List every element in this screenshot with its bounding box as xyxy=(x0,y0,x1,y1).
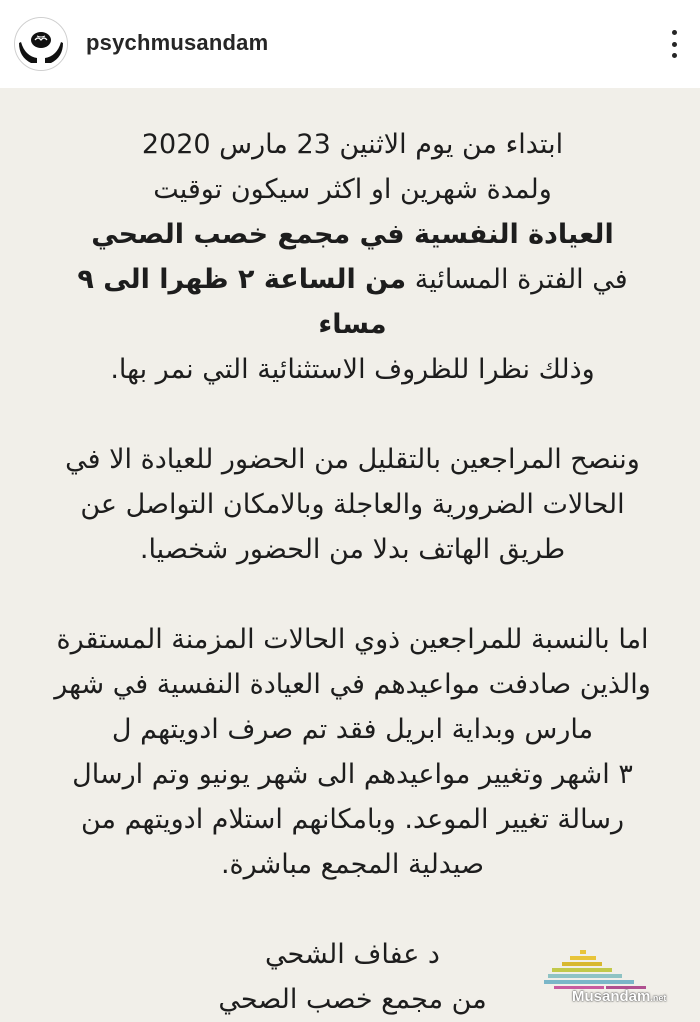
more-dot xyxy=(672,30,677,35)
post-image[interactable] xyxy=(0,88,700,1015)
text-line: طريق الهاتف بدلا من الحضور شخصيا. xyxy=(139,534,566,565)
signature-place: من مجمع خصب الصحي xyxy=(218,984,487,1015)
text-line: ابتداء من يوم الاثنين 23 مارس 2020 xyxy=(141,129,564,160)
more-dot xyxy=(672,42,677,47)
musandam-watermark xyxy=(540,940,700,1007)
text-line: والذين صادفت مواعيدهم في العيادة النفسية في شهر xyxy=(54,669,651,700)
text-line: ٣ اشهر وتغيير مواعيدهم الى شهر يونيو وتم ارسال xyxy=(72,759,633,790)
hours-line xyxy=(40,257,665,347)
text-line: مارس وبداية ابريل فقد تم صرف ادويتهم ل xyxy=(111,714,594,745)
text-span: في الفترة المسائية xyxy=(406,264,628,295)
text-line: صيدلية المجمع مباشرة. xyxy=(220,849,485,880)
more-dot xyxy=(672,53,677,58)
clinic-name-line: العيادة النفسية في مجمع خصب الصحي xyxy=(91,219,614,250)
hours-bold: من الساعة ٢ ظهرا الى ٩ مساء xyxy=(77,264,407,340)
post-header xyxy=(0,0,700,88)
hands-holding-brain-icon xyxy=(15,18,67,70)
watermark-text xyxy=(572,988,666,1005)
watermark-name: Musandam xyxy=(572,988,651,1005)
watermark-suffix: .net xyxy=(650,993,667,1003)
more-options-icon[interactable] xyxy=(662,28,686,60)
text-line: الحالات الضرورية والعاجلة وبالامكان التواصل عن xyxy=(80,489,625,520)
text-line: اما بالنسبة للمراجعين ذوي الحالات المزمنة المستقرة xyxy=(56,624,649,655)
text-line: وننصح المراجعين بالتقليل من الحضور للعيادة الا في xyxy=(65,444,640,475)
text-line: وذلك نظرا للظروف الاستثنائية التي نمر بها. xyxy=(110,354,595,385)
profile-avatar[interactable] xyxy=(14,17,68,71)
text-line: ولمدة شهرين او اكثر سيكون توقيت xyxy=(153,174,552,205)
announcement-text xyxy=(40,122,665,1022)
text-line: رسالة تغيير الموعد. وبامكانهم استلام ادويتهم من xyxy=(80,804,625,835)
signature-name: د عفاف الشحي xyxy=(265,939,440,970)
username[interactable]: psychmusandam xyxy=(86,30,269,55)
